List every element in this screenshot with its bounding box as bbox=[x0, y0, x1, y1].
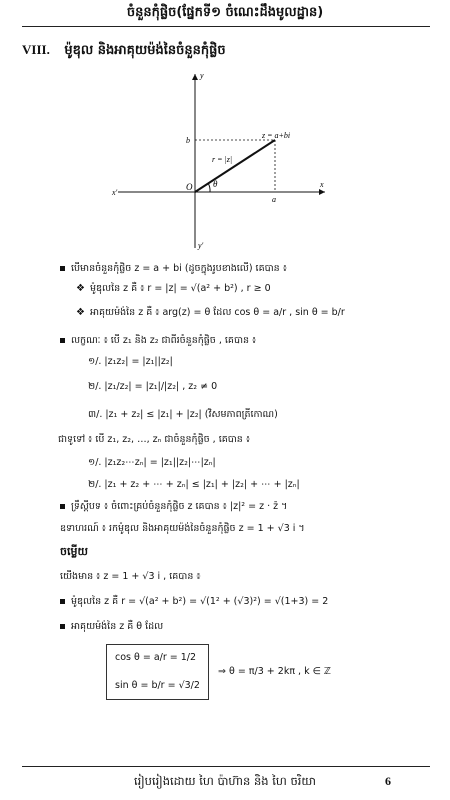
page-number: 6 bbox=[385, 774, 391, 788]
text-l3: អាគុយម៉ង់នៃ z គឺ ៖ arg(z) = θ ដែល cos θ = a/r , sin θ = b/r bbox=[89, 307, 345, 318]
example-line: ឧទាហរណ៍ ៖ រកម៉ូឌុល និងអាគុយម៉ង់នៃចំនួនកុំផ្លិច z = 1 + √3 i ។ bbox=[60, 523, 305, 534]
diamond-line-modulus bbox=[76, 282, 271, 296]
general-2: ២/. |z₁ + z₂ + ⋯ + zₙ| ≤ |z₁| + |z₂| + ⋯ + |zₙ| bbox=[88, 479, 300, 490]
bullet-icon bbox=[60, 504, 65, 509]
section-heading bbox=[22, 42, 226, 61]
sin-equation: sin θ = b/r = √3/2 bbox=[115, 680, 200, 691]
modulus-label: r = |z| bbox=[212, 155, 233, 164]
a-label: a bbox=[272, 195, 276, 204]
answer-heading: ចម្លើយ bbox=[60, 545, 88, 558]
system-block bbox=[106, 644, 331, 700]
text-l16: អាគុយម៉ង់នៃ z គឺ θ ដែល bbox=[71, 621, 164, 632]
diamond-bullet-icon: ❖ bbox=[76, 283, 85, 294]
property-2: ២/. |z₁/z₂| = |z₁|/|z₂| , z₂ ≠ 0 bbox=[88, 381, 218, 392]
system-box bbox=[106, 644, 209, 700]
text-l15: ម៉ូឌុលនៃ z គឺ r = √(a² + b²) = √(1² + (√3)²) = √(1+3) = 2 bbox=[71, 596, 329, 607]
y-neg-label: y' bbox=[198, 241, 204, 250]
modulus-vector bbox=[195, 140, 275, 192]
complex-plane-diagram bbox=[100, 68, 340, 258]
x-arrow-icon bbox=[319, 189, 325, 195]
header-rule bbox=[22, 26, 430, 27]
section-number: VIII. bbox=[22, 42, 50, 57]
b-label: b bbox=[186, 136, 190, 145]
general-line: ជាទូទៅ ៖ បើ z₁, z₂, …, zₙ ជាចំនួនកុំផ្លិច , គេបាន ៖ bbox=[58, 434, 251, 445]
y-arrow-icon bbox=[192, 74, 198, 80]
given-line: យើងមាន ៖ z = 1 + √3 i , គេបាន ៖ bbox=[60, 571, 201, 582]
footer-text: រៀបរៀងដោយ ហៃ ប៉ាហ៊ាន និង ហៃ ចរិយា bbox=[133, 774, 317, 788]
bullet-icon bbox=[60, 338, 65, 343]
general-1: ១/. |z₁z₂⋯zₙ| = |z₁||z₂|⋯|zₙ| bbox=[88, 457, 216, 468]
argument-intro-line bbox=[60, 620, 163, 634]
text-l11: ទ្រឹស្ដីបទ ៖ ចំពោះគ្រប់ចំនួនកុំផ្លិច z គេបាន ៖ |z|² = z · z̄ ។ bbox=[71, 501, 288, 512]
cos-equation: cos θ = a/r = 1/2 bbox=[115, 652, 197, 663]
theta-label: θ bbox=[213, 179, 218, 189]
property-3: ៣/. |z₁ + z₂| ≤ |z₁| + |z₂| (វិសមភាពត្រីកោណ) bbox=[88, 409, 278, 420]
modulus-result-line bbox=[60, 595, 328, 609]
section-title: ម៉ូឌុល និងអាគុយម៉ង់នៃចំនួនកុំផ្លិច bbox=[64, 43, 226, 58]
diamond-bullet-icon: ❖ bbox=[76, 307, 85, 318]
bullet-line-1 bbox=[60, 262, 287, 276]
text-l2: ម៉ូឌុលនៃ z គឺ ៖ r = |z| = √(a² + b²) , r ≥ 0 bbox=[89, 283, 271, 294]
bullet-icon bbox=[60, 266, 65, 271]
bullet-icon bbox=[60, 624, 65, 629]
bullet-line-properties bbox=[60, 334, 256, 348]
page-header: ចំនួនកុំផ្លិច(ផ្នែកទី១ ចំណេះដឹងមូលដ្ឋាន) bbox=[126, 5, 324, 20]
x-neg-label: x' bbox=[112, 188, 118, 197]
angle-arc bbox=[208, 183, 210, 192]
text-l4: លក្ខណៈ ៖ បើ z₁ និង z₂ ជាពីរចំនួនកុំផ្លិច , គេបាន ៖ bbox=[71, 335, 257, 346]
diamond-line-argument bbox=[76, 306, 345, 320]
property-1: ១/. |z₁z₂| = |z₁||z₂| bbox=[88, 356, 173, 367]
theorem-line bbox=[60, 500, 287, 514]
text-l1: បើមានចំនួនកុំផ្លិច z = a + bi (ដូចក្នុងរូបខាងលើ) គេបាន ៖ bbox=[71, 263, 287, 274]
point-label: z = a+bi bbox=[262, 131, 291, 140]
origin-label: O bbox=[186, 182, 193, 192]
theta-result: ⇒ θ = π/3 + 2kπ , k ∈ ℤ bbox=[218, 666, 331, 677]
x-label: x bbox=[320, 180, 324, 189]
footer-rule bbox=[22, 766, 430, 767]
bullet-icon bbox=[60, 599, 65, 604]
y-label: y bbox=[200, 71, 204, 80]
